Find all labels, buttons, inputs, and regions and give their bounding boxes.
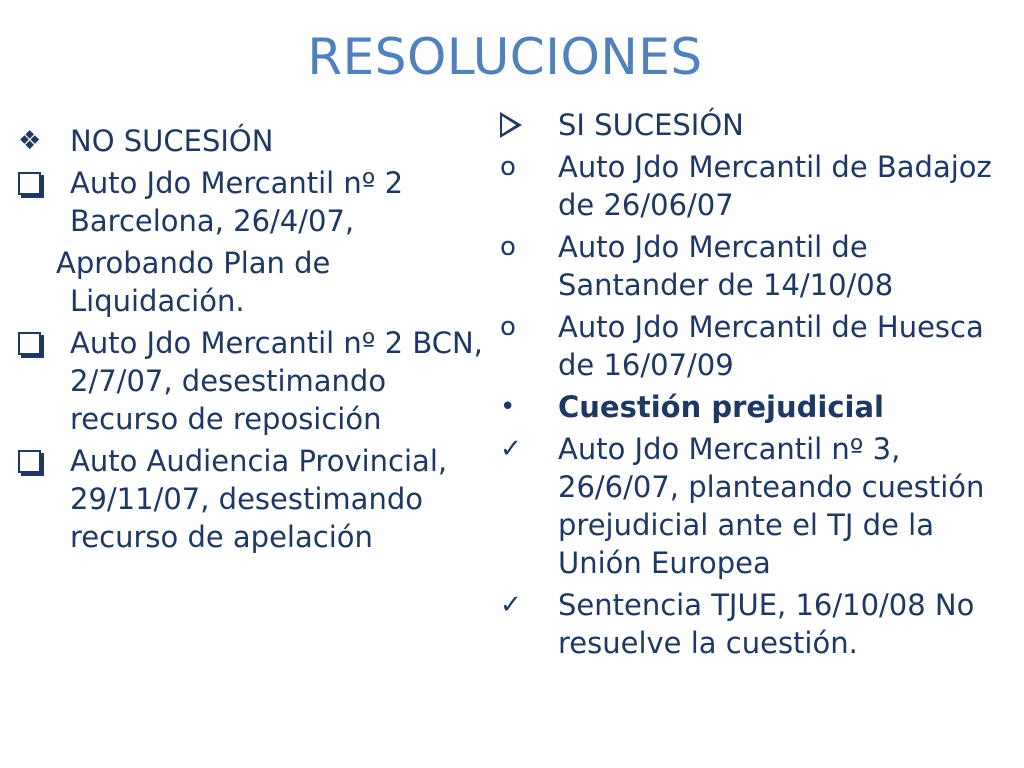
four-diamond-bullet-icon: ❖ (18, 126, 42, 156)
checkbox-bullet-icon (18, 324, 58, 366)
checkmark-bullet-icon: ✓ (500, 434, 522, 464)
list-item (18, 244, 498, 320)
list-item-text: SI SUCESIÓN (558, 108, 744, 142)
slide-title: RESOLUCIONES (307, 28, 703, 86)
circle-bullet-icon: o (500, 232, 516, 262)
checkbox-bullet-icon (18, 442, 58, 484)
list-item (500, 586, 1000, 662)
list-item-text: Auto Jdo Mercantil nº 2 Barcelona, 26/4/07, (70, 166, 404, 238)
checkmark-bullet-icon: ✓ (500, 590, 522, 620)
list-item-text-line: Aprobando Plan de (56, 246, 331, 280)
dot-bullet-icon: • (500, 392, 516, 422)
left-column (18, 122, 498, 560)
list-item (500, 148, 1000, 224)
arrow-bullet-icon (500, 106, 540, 149)
list-item-text-line: Liquidación. (70, 284, 245, 318)
circle-bullet-icon: o (500, 312, 516, 342)
list-item-text: Cuestión prejudicial (558, 390, 884, 424)
list-item-text: Auto Jdo Mercantil de Huesca de 16/07/09 (558, 310, 984, 382)
list-item-text: NO SUCESIÓN (70, 124, 274, 158)
circle-bullet-icon: o (500, 152, 516, 182)
list-item (500, 106, 1000, 144)
list-item (500, 430, 1000, 582)
list-item (500, 388, 1000, 426)
list-item (18, 122, 498, 160)
list-item-text: Auto Jdo Mercantil nº 3, 26/6/07, planteando cuestión prejudicial ante el TJ de la Unión Europea (558, 432, 985, 580)
checkbox-bullet-icon (18, 164, 58, 206)
list-item (500, 308, 1000, 384)
list-item (500, 228, 1000, 304)
right-column (500, 106, 1000, 666)
list-item-text: Auto Jdo Mercantil nº 2 BCN, 2/7/07, desestimando recurso de reposición (70, 326, 483, 436)
list-item (18, 164, 498, 240)
list-item-text: Auto Audiencia Provincial, 29/11/07, desestimando recurso de apelación (70, 444, 448, 554)
list-item-text (56, 244, 498, 320)
list-item-text: Sentencia TJUE, 16/10/08 No resuelve la cuestión. (558, 588, 975, 660)
list-item (18, 442, 498, 556)
list-item-text: Auto Jdo Mercantil de Badajoz de 26/06/07 (558, 150, 992, 222)
list-item (18, 324, 498, 438)
list-item-text: Auto Jdo Mercantil de Santander de 14/10/08 (558, 230, 894, 302)
